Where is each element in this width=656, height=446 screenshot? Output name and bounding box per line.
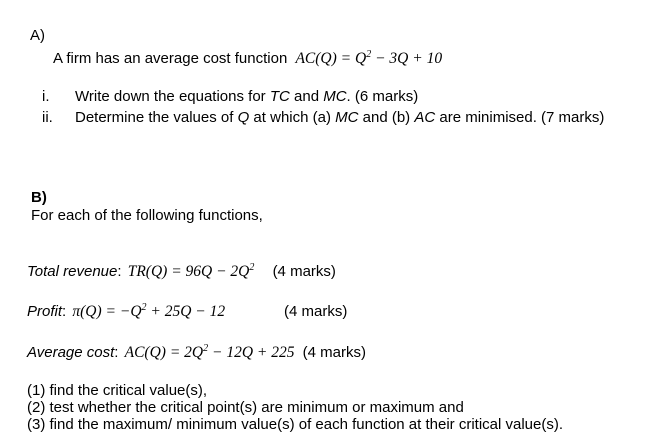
part-a-label: A) bbox=[30, 27, 45, 44]
task-3: (3) find the maximum/ minimum value(s) of each function at their critical value(s). bbox=[27, 416, 564, 433]
part-b-intro: For each of the following functions, bbox=[31, 207, 263, 224]
profit-equation: $\pi(Q) = -Q^2 + 25Q - 12$ bbox=[72, 302, 226, 320]
total-revenue-marks: (4 marks) bbox=[272, 263, 336, 280]
task-2: (2) test whether the critical point(s) are minimum or maximum and bbox=[27, 399, 464, 416]
question-i-text: Write down the equations for TC and MC. (6 marks) bbox=[75, 88, 419, 105]
average-cost-marks: (4 marks) bbox=[302, 344, 367, 361]
function-average-cost: Average cost: $AC(Q) = 2Q^2 - 12Q + 225$ (4 marks) bbox=[27, 343, 367, 361]
function-total-revenue: Total revenue: $TR(Q) = 96Q - 2Q^2$ (4 marks) bbox=[27, 262, 336, 280]
total-revenue-equation: $TR(Q) = 96Q - 2Q^2$ bbox=[127, 262, 255, 280]
task-list bbox=[27, 382, 563, 433]
average-cost-equation: $AC(Q) = 2Q^2 - 12Q + 225$ bbox=[124, 343, 295, 361]
part-a-intro bbox=[53, 50, 442, 68]
function-profit: Profit: $\pi(Q) = -Q^2 + 25Q - 12$ bbox=[27, 302, 226, 320]
profit-marks: (4 marks) bbox=[284, 303, 348, 320]
average-cost-function: $AC(Q) = Q^2 - 3Q + 10$ bbox=[295, 49, 443, 67]
part-b-label: B) bbox=[31, 189, 47, 206]
numeral-ii: ii. bbox=[42, 109, 53, 126]
question-ii-text: Determine the values of Q at which (a) MC and (b) AC are minimised. (7 marks) bbox=[75, 109, 605, 126]
part-a-intro-text: A firm has an average cost function bbox=[53, 50, 288, 67]
numeral-i: i. bbox=[42, 88, 50, 105]
task-1: (1) find the critical value(s), bbox=[27, 382, 208, 399]
